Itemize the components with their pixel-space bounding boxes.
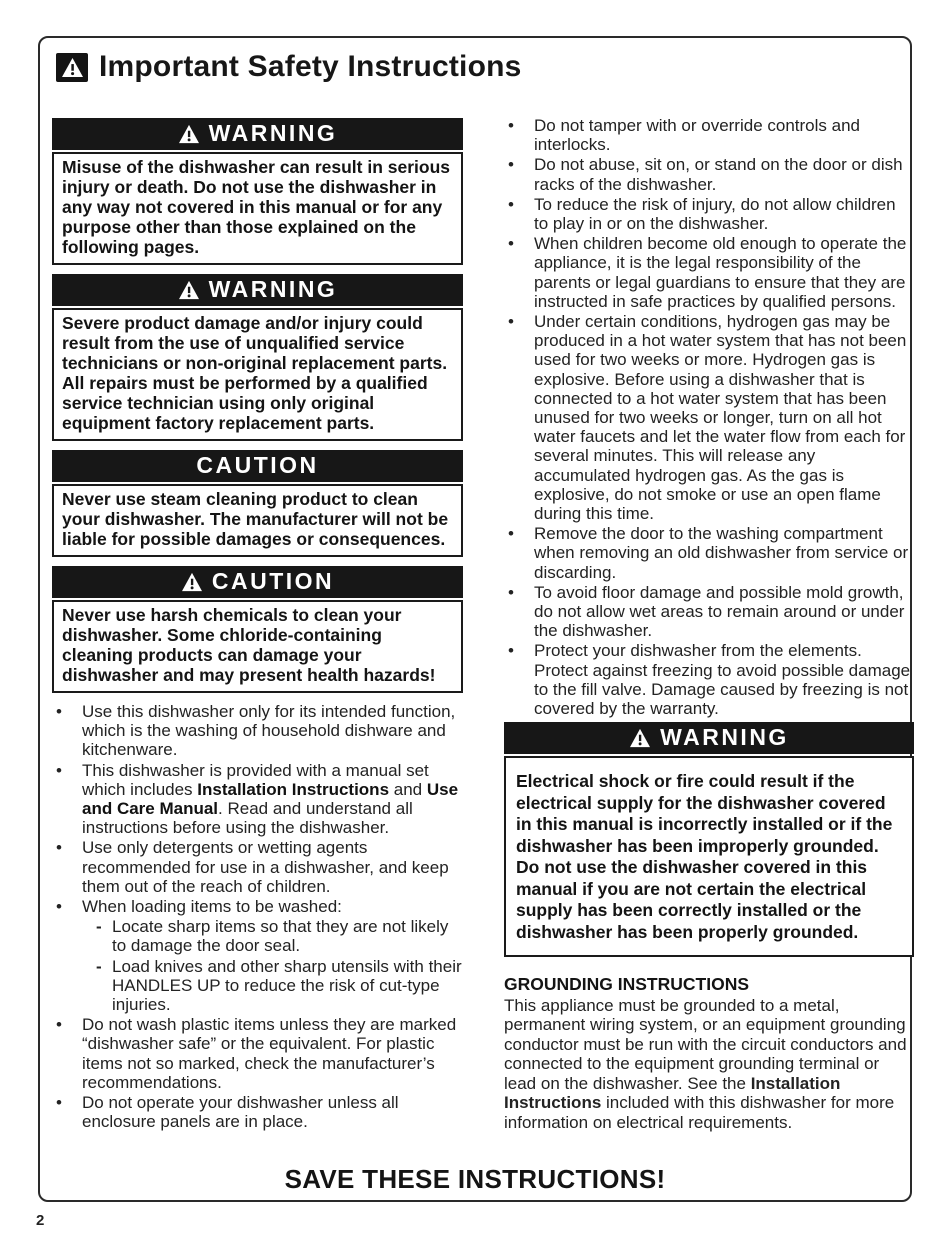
bullet-item: [52, 897, 463, 916]
safety-box-header: [52, 566, 463, 598]
safety-box-label: WARNING: [208, 120, 338, 146]
safety-box-label: CAUTION: [211, 568, 335, 594]
page-number: 2: [36, 1212, 45, 1229]
bullet-text: Use only detergents or wetting agents recommended for use in a dishwasher, and keep them out of the reach of children.: [82, 838, 449, 896]
safety-box-text: Severe product damage and/or injury could result from the use of unqualified service technicians or non-original replacement parts. All repairs must be performed by a qualified service technician using only original equipment factory replacement parts.: [52, 308, 463, 441]
bullet-marker: •: [56, 760, 62, 780]
bullet-marker: •: [508, 582, 514, 602]
bullet-marker: •: [56, 897, 62, 917]
bullet-text: Under certain conditions, hydrogen gas may be produced in a hot water system that has not been used for two weeks or more. Hydrogen gas is explosive. Before using a dishwasher that is connected to a hot water system that has been unused for two weeks or longer, turn on all hot water faucets and let the water flow from each for several minutes. This will release any accumulated hydrogen gas. As the gas is explosive, do not smoke or use an open flame during this time.: [534, 312, 907, 524]
sub-bullet-marker: -: [96, 956, 102, 976]
safety-box-label: WARNING: [208, 276, 338, 302]
bullet-marker: •: [508, 234, 514, 254]
bullet-marker: •: [508, 194, 514, 214]
safety-box-text: Misuse of the dishwasher can result in serious injury or death. Do not use the dishwasher in any way not covered in this manual or for any purpose other than those explained on the following pages.: [52, 152, 463, 265]
bold-text: Installation Instructions: [197, 779, 390, 799]
bullet-text: When children become old enough to operate the appliance, it is the legal responsibility of the parents or legal guardians to ensure that they are instructed in safe practices by qualified persons.: [534, 234, 907, 311]
warning-triangle-icon: [178, 280, 200, 300]
safety-box-text: Never use steam cleaning product to clean your dishwasher. The manufacturer will not be liable for possible damages or consequences.: [52, 484, 463, 557]
safety-box-label: WARNING: [660, 724, 789, 751]
safety-box-header: [504, 722, 914, 754]
sub-bullet-text: Locate sharp items so that they are not likely to damage the door seal.: [112, 917, 449, 956]
bullet-text: When loading items to be washed:: [82, 897, 342, 917]
bullet-text: Protect your dishwasher from the elements. Protect against freezing to avoid possible damage to the fill valve. Damage caused by freezing is not covered by the warranty.: [534, 641, 911, 719]
warning-triangle-icon: [56, 53, 88, 82]
bullet-item: [504, 155, 914, 193]
safety-box-text: Never use harsh chemicals to clean your dishwasher. Some chloride-containing cleaning products can damage your dishwasher and may present health hazards!: [52, 600, 463, 693]
bullet-marker: •: [508, 524, 514, 544]
grounding-body: This appliance must be grounded to a metal, permanent wiring system, or an equipment grounding conductor must be run with the circuit conductors and connected to the equipment grounding terminal or lead on the dishwasher. See the Installation Instructions included with this dishwasher for more information on electrical requirements.: [504, 995, 907, 1132]
safety-box-text: Electrical shock or fire could result if the electrical supply for the dishwasher covered in this manual is incorrectly installed or if the dishwasher has been improperly grounded. Do not use the dishwasher covered in this manual if you are not certain the electrical supply has been correctly installed or the dishwasher has been properly grounded.: [504, 756, 914, 957]
right-column: [504, 116, 914, 1132]
bullet-item: [504, 195, 914, 233]
bullet-item: [504, 524, 914, 582]
bullet-item: [504, 234, 914, 311]
left-bullet-list: [52, 702, 463, 1131]
bullet-item: [52, 1093, 463, 1131]
grounding-section: [504, 975, 914, 1132]
sub-bullet-item: [96, 957, 463, 1015]
bullet-item: [52, 761, 463, 838]
bullet-text: Do not wash plastic items unless they are marked “dishwasher safe” or the equivalent. For plastic items not so marked, check the manufacturer’s recommendations.: [82, 1015, 457, 1092]
bullet-marker: •: [508, 312, 514, 332]
bullet-item: [504, 583, 914, 641]
safety-box-warning: [504, 722, 914, 957]
bullet-text: Remove the door to the washing compartment when removing an old dishwasher from service or discarding.: [534, 524, 909, 582]
bullet-text: Do not abuse, sit on, or stand on the door or dish racks of the dishwasher.: [534, 155, 903, 194]
right-bullet-list: [504, 116, 914, 718]
page-title: Important Safety Instructions: [99, 50, 522, 83]
bullet-item: [52, 702, 463, 760]
safety-box-caution: [52, 450, 463, 557]
page-title-row: [56, 50, 522, 84]
bullet-text: To avoid floor damage and possible mold growth, do not allow wet areas to remain around or under the dishwasher.: [534, 582, 905, 641]
left-safety-boxes: [52, 118, 463, 693]
bullet-marker: •: [508, 155, 514, 175]
right-safety-boxes: [504, 722, 914, 957]
safety-box-header: [52, 274, 463, 306]
safety-box-warning: [52, 118, 463, 265]
bullet-item: [504, 641, 914, 718]
bullet-item: [504, 116, 914, 154]
safety-box-warning: [52, 274, 463, 441]
bullet-marker: •: [508, 641, 514, 661]
bullet-text: Use this dishwasher only for its intended function, which is the washing of household dishware and kitchenware.: [82, 702, 456, 760]
safety-box-caution: [52, 566, 463, 693]
sub-bullet-text: Load knives and other sharp utensils with their HANDLES UP to reduce the risk of cut-type injuries.: [112, 956, 462, 1015]
bullet-item: [52, 1015, 463, 1092]
safety-box-header: [52, 450, 463, 482]
bullet-marker: •: [56, 1015, 62, 1035]
warning-triangle-icon: [629, 728, 651, 748]
bullet-text: To reduce the risk of injury, do not allow children to play in or on the dishwasher.: [534, 194, 896, 234]
warning-triangle-icon: [181, 572, 203, 592]
bullet-item: [504, 312, 914, 523]
bullet-marker: •: [508, 116, 514, 135]
bullet-marker: •: [56, 838, 62, 858]
save-instructions-line: SAVE THESE INSTRUCTIONS!: [284, 1164, 666, 1194]
bullet-marker: •: [56, 702, 62, 721]
bold-text: Installation Instructions: [504, 1073, 841, 1113]
left-column: [52, 118, 463, 1132]
sub-bullet-marker: -: [96, 917, 102, 937]
bold-text: Use and Care Manual: [82, 779, 459, 819]
bullet-text: Do not operate your dishwasher unless all enclosure panels are in place.: [82, 1093, 399, 1132]
bullet-marker: •: [56, 1093, 62, 1113]
bullet-item: [52, 838, 463, 896]
warning-triangle-icon: [178, 124, 200, 144]
grounding-heading: GROUNDING INSTRUCTIONS: [504, 974, 749, 995]
bullet-text: Do not tamper with or override controls and interlocks.: [534, 116, 860, 155]
bullet-text: This dishwasher is provided with a manual set which includes Installation Instructions and Use and Care Manual. Read and understand all instructions before using the dishwasher.: [82, 760, 459, 838]
safety-box-header: [52, 118, 463, 150]
safety-box-label: CAUTION: [196, 452, 319, 478]
sub-bullet-item: [96, 917, 463, 955]
